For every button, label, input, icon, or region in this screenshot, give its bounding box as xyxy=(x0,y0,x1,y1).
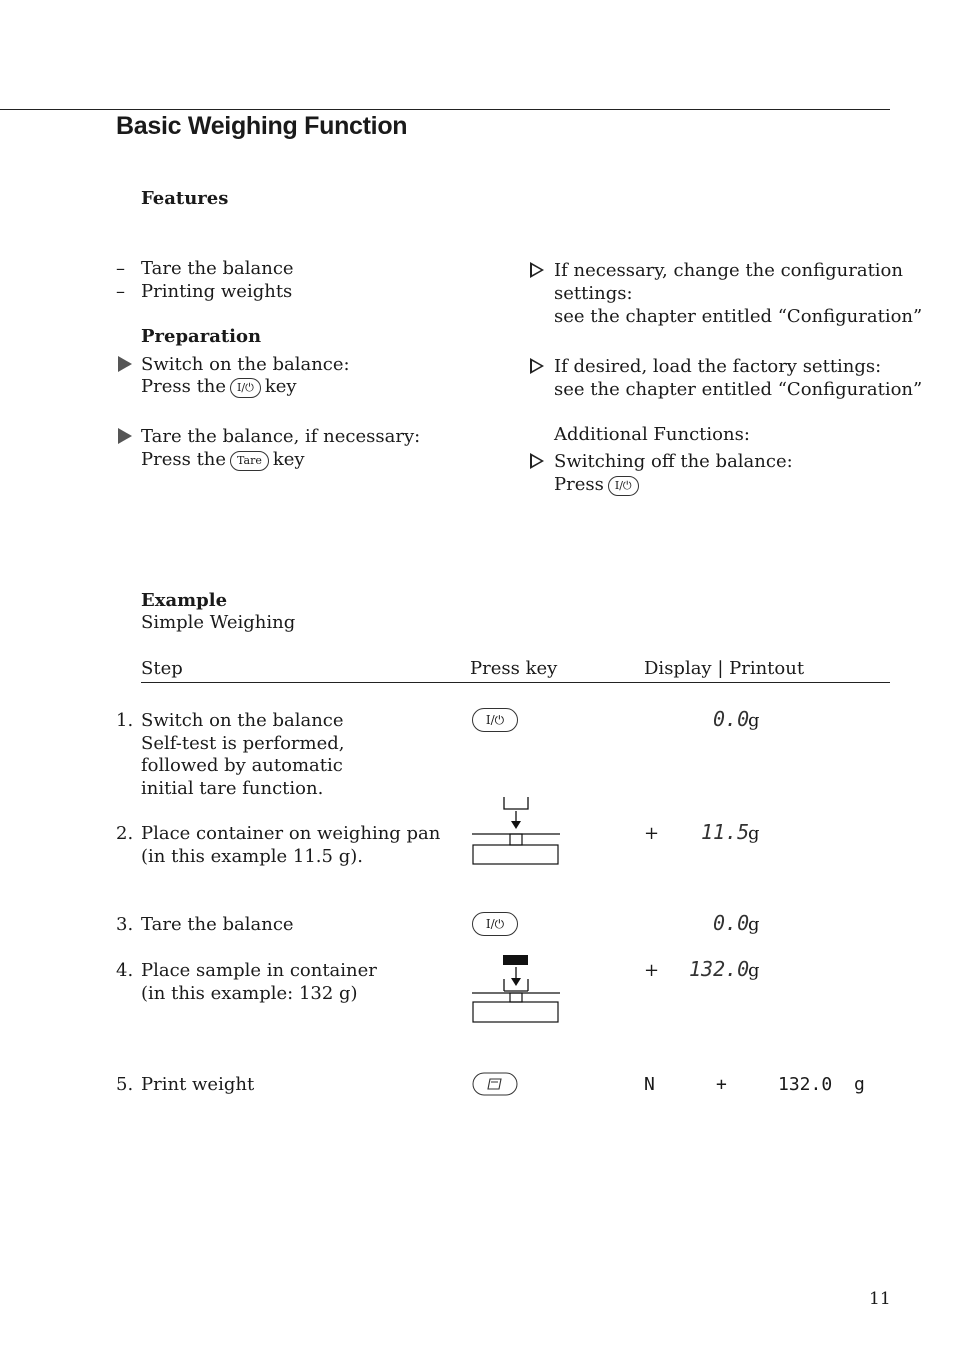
step-text: (in this example: 132 g) xyxy=(141,983,358,1004)
display-value: 0.0 xyxy=(713,911,750,935)
feature-item-label: Tare the balance xyxy=(141,258,294,279)
step-number: 4. xyxy=(116,960,134,981)
open-triangle-icon xyxy=(530,358,544,379)
step-text: (in this example 11.5 g). xyxy=(141,846,363,867)
display-unit: g xyxy=(748,710,760,731)
example-heading: Example xyxy=(141,590,228,611)
step-number: 5. xyxy=(116,1074,134,1095)
prep-text: Press the xyxy=(141,376,227,397)
factory-line: see the chapter entitled “Configuration” xyxy=(554,379,923,400)
container-on-pan-icon xyxy=(470,795,562,867)
step-text: Tare the balance xyxy=(141,914,294,935)
prep-step1-line2 xyxy=(141,375,297,398)
print-key-icon xyxy=(472,1072,520,1096)
bullet-triangle-icon xyxy=(118,428,132,449)
switch-off-line2 xyxy=(554,473,643,496)
prep-text: Press the xyxy=(141,449,227,470)
step-text: Switch on the balance xyxy=(141,710,344,731)
table-rule xyxy=(141,682,890,683)
step-text: Print weight xyxy=(141,1074,255,1095)
page-title: Basic Weighing Function xyxy=(116,112,408,140)
step-text: Self-test is performed, xyxy=(141,733,345,754)
display-unit: g xyxy=(748,960,760,981)
factory-line: If desired, load the factory settings: xyxy=(554,356,882,377)
printout-n: N xyxy=(644,1074,655,1095)
additional-heading: Additional Functions: xyxy=(554,424,750,445)
config-line: see the chapter entitled “Configuration” xyxy=(554,306,923,327)
col-step: Step xyxy=(141,658,183,679)
config-line: If necessary, change the configuration xyxy=(554,260,903,281)
power-key-icon: I/⏻ xyxy=(472,708,518,732)
tare-key-icon: Tare xyxy=(230,451,269,471)
printout-unit: g xyxy=(854,1074,865,1095)
display-unit: g xyxy=(748,823,760,844)
step-text: Place sample in container xyxy=(141,960,377,981)
switch-off-line: Switching off the balance: xyxy=(554,451,793,472)
col-display: Display | Printout xyxy=(644,658,805,679)
bullet-triangle-icon xyxy=(118,356,132,377)
printout-value: 132.0 xyxy=(778,1074,833,1095)
display-sign: + xyxy=(644,823,660,844)
prep-text: key xyxy=(272,449,305,470)
step-text: followed by automatic xyxy=(141,755,343,776)
config-line: settings: xyxy=(554,283,633,304)
step-text: Place container on weighing pan xyxy=(141,823,441,844)
step-text: initial tare function. xyxy=(141,778,324,799)
prep-step1-line1: Switch on the balance: xyxy=(141,354,350,375)
display-value: 132.0 xyxy=(689,957,750,981)
page-number: 11 xyxy=(869,1289,891,1309)
display-value: 11.5 xyxy=(701,820,750,844)
feature-item: – xyxy=(116,258,125,279)
step-number: 1. xyxy=(116,710,134,731)
feature-item: – xyxy=(116,281,125,302)
step-number: 3. xyxy=(116,914,134,935)
preparation-heading: Preparation xyxy=(141,326,262,347)
prep-step2-line1: Tare the balance, if necessary: xyxy=(141,426,421,447)
open-triangle-icon xyxy=(530,262,544,283)
open-triangle-icon xyxy=(530,453,544,474)
power-key-icon: I/⏻ xyxy=(608,476,639,496)
feature-item-label: Printing weights xyxy=(141,281,293,302)
prep-text: key xyxy=(264,376,297,397)
top-rule xyxy=(0,109,890,110)
features-heading: Features xyxy=(141,188,229,209)
step-number: 2. xyxy=(116,823,134,844)
col-press-key: Press key xyxy=(470,658,558,679)
example-subheading: Simple Weighing xyxy=(141,612,296,633)
power-key-icon: I/⏻ xyxy=(230,378,261,398)
printout-sign: + xyxy=(716,1074,727,1095)
display-unit: g xyxy=(748,914,760,935)
display-value: 0.0 xyxy=(713,707,750,731)
switch-off-text: Press xyxy=(554,474,604,495)
power-key-icon: I/⏻ xyxy=(472,912,518,936)
display-sign: + xyxy=(644,960,660,981)
sample-in-container-icon xyxy=(470,953,562,1025)
prep-step2-line2 xyxy=(141,448,305,471)
